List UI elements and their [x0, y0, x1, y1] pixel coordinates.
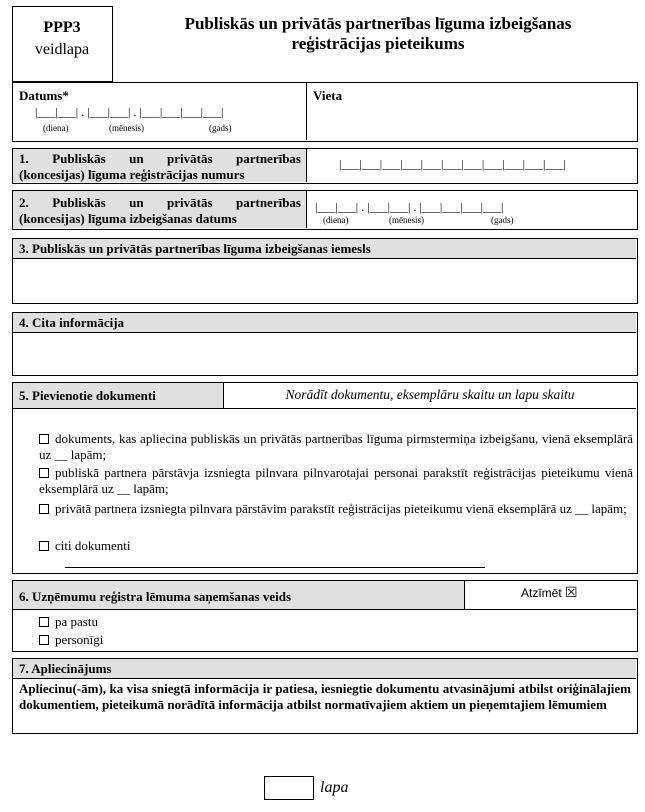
place-input[interactable] — [309, 105, 635, 139]
form-title-line2: reģistrācijas pieteikums — [291, 34, 465, 53]
date-place-box — [12, 82, 638, 142]
termination-unit-month: (mēnesis) — [389, 215, 424, 225]
delivery-option-personal-text: personīgi — [55, 632, 104, 647]
section-5-box — [12, 382, 638, 574]
page-label: lapa — [320, 779, 349, 796]
page-number-box[interactable] — [264, 776, 314, 800]
section-3-title: 3. Publiskās un privātās partnerības līguma izbeigšanas iemesls — [19, 241, 371, 256]
section-3-box — [12, 238, 638, 304]
delivery-option-personal[interactable] — [39, 632, 103, 648]
attached-doc-2-checkbox[interactable] — [39, 468, 49, 478]
delivery-option-post-checkbox[interactable] — [39, 617, 49, 627]
other-docs-line[interactable] — [65, 567, 485, 568]
section-1-title-line1: 1. Publiskās un privātās partnerības — [19, 151, 301, 166]
attached-doc-4-text: citi dokumenti — [55, 538, 131, 553]
attached-doc-1-checkbox[interactable] — [39, 434, 49, 444]
form-code-box — [12, 6, 113, 82]
attached-doc-1-text: dokuments, kas apliecina publiskās un privātās partnerības līguma pirmstermiņa izbeigšanu, vienā eksemplārā uz __ lapām; — [39, 431, 633, 462]
delivery-option-post[interactable] — [39, 614, 98, 630]
attached-doc-1 — [39, 431, 633, 463]
form-code: PPP3 — [43, 19, 81, 36]
attached-doc-4 — [39, 538, 633, 554]
form-code-sub: veidlapa — [34, 41, 90, 58]
section-6-title: 6. Uzņēmumu reģistra lēmuma saņemšanas veids — [19, 589, 292, 604]
mark-label-text: Atzīmēt — [521, 586, 562, 600]
section-7-box — [12, 658, 638, 734]
delivery-option-post-text: pa pastu — [55, 614, 98, 629]
section-4-box — [12, 312, 638, 376]
attached-doc-3-checkbox[interactable] — [39, 504, 49, 514]
section-2-title-line2: (koncesijas) līguma izbeigšanas datums — [19, 211, 237, 226]
date-input[interactable]: |___|___| . |___|___| . |___|___|___|___| — [35, 105, 224, 119]
mark-label — [521, 584, 578, 601]
section-4-title: 4. Cita informācija — [19, 315, 125, 330]
checked-box-icon: ☒ — [565, 584, 578, 600]
other-info-input[interactable] — [15, 335, 633, 373]
registration-number-input[interactable]: |___|___|___|___|___|___|___|___|___|___|___| — [339, 157, 566, 171]
attached-doc-3-text: privātā partnera izsniegta pilnvara pārstāvim parakstīt reģistrācijas pieteikumu vienā eksemplārā uz __ lapām; — [55, 501, 627, 516]
section-5-instruction: Norādīt dokumentu, eksemplāru skaitu un lapu skaitu — [285, 387, 575, 402]
termination-unit-year: (gads) — [491, 215, 514, 225]
attached-doc-3 — [39, 501, 633, 517]
date-unit-year: (gads) — [209, 123, 232, 133]
section-7-title: 7. Apliecinājums — [19, 661, 112, 676]
section-1-title-line2: (koncesijas) līguma reģistrācijas numurs — [19, 167, 245, 182]
date-unit-day: (diena) — [43, 123, 69, 133]
section-2-box — [12, 190, 638, 230]
place-label: Vieta — [313, 88, 343, 103]
date-unit-month: (mēnesis) — [109, 123, 144, 133]
form-title-line1: Publiskās un privātās partnerības līguma izbeigšanas — [184, 14, 572, 33]
section-5-title: 5. Pievienotie dokumenti — [19, 388, 156, 403]
section-1-box — [12, 148, 638, 184]
delivery-option-personal-checkbox[interactable] — [39, 635, 49, 645]
section-6-box — [12, 580, 638, 652]
termination-reason-input[interactable] — [15, 261, 633, 301]
attached-doc-2 — [39, 465, 633, 497]
attached-doc-2-text: publiskā partnera pārstāvja izsniegta pilnvara pilnvarotajai personai parakstīt reģistrācijas pieteikumu vienā eksemplārā uz __ lapām; — [39, 465, 633, 496]
section-2-title-line1: 2. Publiskās un privātās partnerības — [19, 195, 301, 210]
termination-date-input[interactable]: |___|___| . |___|___| . |___|___|___|___| — [315, 200, 504, 214]
attached-doc-4-checkbox[interactable] — [39, 541, 49, 551]
termination-unit-day: (diena) — [323, 215, 349, 225]
date-label: Datums* — [19, 88, 69, 103]
declaration-text: Apliecinu(-ām), ka visa sniegtā informācija ir patiesa, iesniegtie dokumentu atvasinājumi atbilst oriģinālajiem dokumentiem, pieteikumā norādītā informācija atbilst normatīvajiem aktiem un pieņemtajiem lēmumiem — [19, 681, 631, 712]
